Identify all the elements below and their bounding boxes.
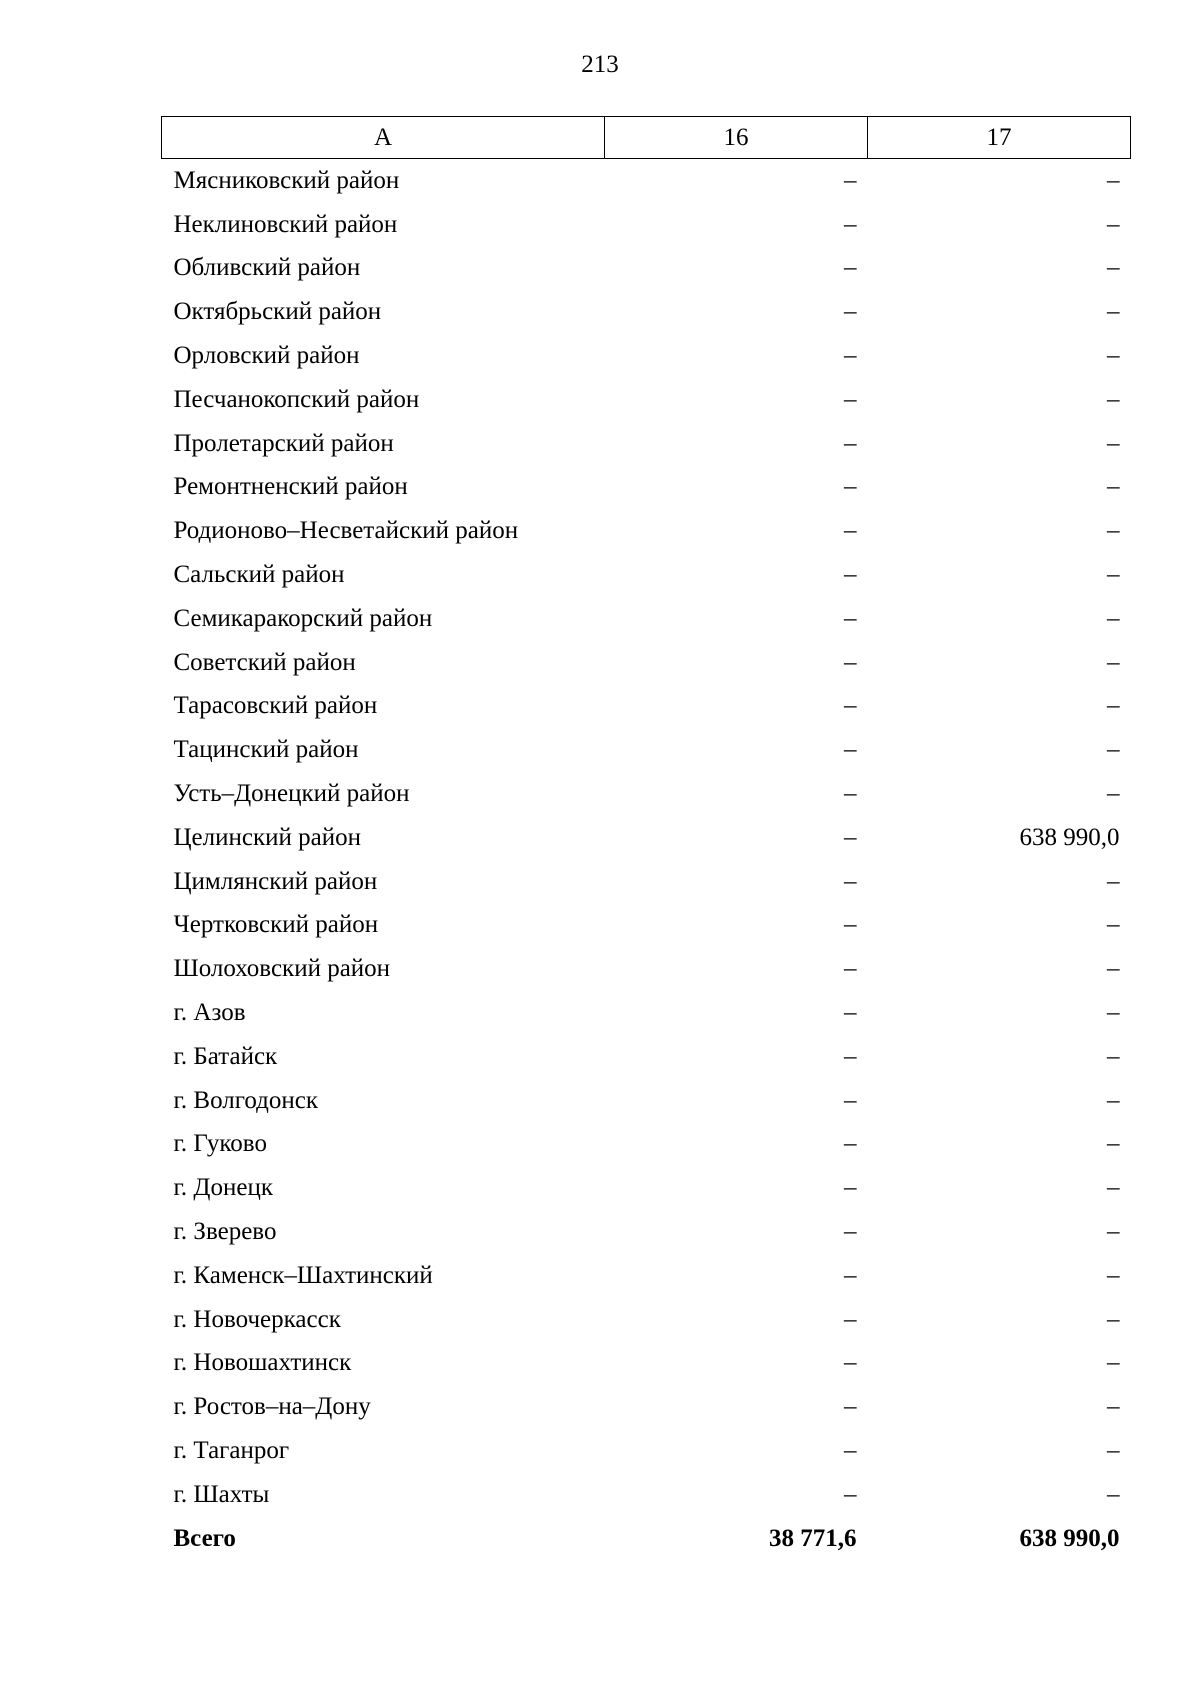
- data-table: [161, 116, 1131, 1561]
- row-name-cell: Усть–Донецкий район: [173, 780, 410, 808]
- header-cell-a: А: [162, 117, 605, 159]
- row-value-17-cell: –: [1107, 1086, 1120, 1114]
- row-name-cell: Шолоховский район: [173, 955, 391, 983]
- row-name-cell: Неклиновский район: [173, 210, 398, 238]
- row-value-16-cell: –: [844, 517, 857, 545]
- row-name-cell: Советский район: [173, 648, 356, 676]
- row-value-17-cell: –: [1107, 999, 1120, 1027]
- row-name-cell: Мясниковский район: [173, 166, 400, 194]
- table-row: [162, 1473, 1131, 1517]
- row-name-cell: г. Шахты: [173, 1480, 270, 1508]
- table-row: [162, 509, 1131, 553]
- row-value-16-cell: –: [844, 780, 857, 808]
- row-value-17-cell: –: [1107, 1437, 1120, 1464]
- table-row: [162, 247, 1131, 291]
- row-value-17-cell: –: [1107, 342, 1120, 370]
- row-name-cell: Октябрьский район: [173, 298, 382, 326]
- row-value-16-cell: –: [844, 867, 857, 895]
- row-value-17-cell: 638 990,0: [1019, 823, 1120, 851]
- row-value-17-cell: –: [1107, 298, 1120, 326]
- table-row: [162, 860, 1131, 904]
- row-name-cell: Чертковский район: [173, 911, 379, 939]
- header-cell-17: 17: [868, 117, 1131, 159]
- row-name-cell: Тарасовский район: [173, 692, 378, 720]
- row-value-16-cell: –: [844, 736, 857, 764]
- row-value-16-cell: –: [844, 1393, 857, 1421]
- row-name-cell: Орловский район: [173, 342, 360, 370]
- header-row: [162, 117, 1131, 159]
- row-name-cell: г. Гуково: [173, 1130, 267, 1158]
- row-value-17-cell: –: [1107, 780, 1120, 808]
- row-name-cell: Сальский район: [173, 561, 345, 589]
- table-row: [162, 641, 1131, 685]
- row-value-16-cell: –: [844, 1480, 857, 1508]
- row-value-17-cell: –: [1107, 254, 1120, 282]
- row-value-16-cell: –: [844, 1174, 857, 1202]
- row-value-17-cell: –: [1107, 1480, 1120, 1508]
- row-value-16-cell: –: [844, 999, 857, 1027]
- row-value-16-cell: –: [844, 1130, 857, 1158]
- table-row: [162, 597, 1131, 641]
- row-name-cell: г. Зверево: [173, 1218, 277, 1246]
- table-row: [162, 1298, 1131, 1342]
- row-value-17-cell: –: [1107, 1042, 1120, 1070]
- row-name-cell: г. Батайск: [173, 1042, 278, 1070]
- table-row: [162, 334, 1131, 378]
- row-value-16-cell: –: [844, 385, 857, 413]
- row-value-16-cell: –: [844, 254, 857, 282]
- row-name-cell: г. Новочеркасск: [173, 1305, 341, 1333]
- row-value-16-cell: –: [844, 1261, 857, 1289]
- row-value-16-cell: –: [844, 604, 857, 632]
- table-row: [162, 904, 1131, 948]
- table-row: [162, 1035, 1131, 1079]
- row-value-17-cell: –: [1107, 648, 1120, 676]
- table-header: [162, 117, 1131, 159]
- row-name-cell: Целинский район: [173, 823, 361, 851]
- row-value-17-cell: –: [1107, 166, 1120, 194]
- row-value-16-cell: –: [844, 1218, 857, 1246]
- table-row: [162, 1385, 1131, 1429]
- header-cell-16: 16: [605, 117, 868, 159]
- row-name-cell: Песчанокопский район: [173, 385, 420, 413]
- row-value-16-cell: –: [844, 298, 857, 326]
- row-name-cell: г. Ростов–на–Дону: [173, 1393, 371, 1421]
- row-value-17-cell: –: [1107, 1130, 1120, 1158]
- row-value-17-cell: –: [1107, 736, 1120, 764]
- row-name-cell: г. Донецк: [173, 1174, 273, 1202]
- row-value-16-cell: –: [844, 1086, 857, 1114]
- total-label-cell: Всего: [173, 1524, 236, 1552]
- row-name-cell: г. Таганрог: [173, 1437, 290, 1464]
- row-name-cell: г. Новошахтинск: [173, 1349, 352, 1377]
- table-row: [162, 1079, 1131, 1123]
- row-value-17-cell: –: [1107, 561, 1120, 589]
- row-value-16-cell: –: [844, 823, 857, 851]
- table-row: [162, 378, 1131, 422]
- table-row: [162, 1254, 1131, 1298]
- row-value-16-cell: –: [844, 429, 857, 457]
- row-value-17-cell: –: [1107, 385, 1120, 413]
- row-value-17-cell: –: [1107, 604, 1120, 632]
- row-value-16-cell: –: [844, 648, 857, 676]
- table-row: [162, 1429, 1131, 1473]
- row-value-16-cell: –: [844, 1305, 857, 1333]
- row-value-17-cell: –: [1107, 517, 1120, 545]
- row-value-16-cell: –: [844, 955, 857, 983]
- row-value-16-cell: –: [844, 166, 857, 194]
- table-row: [162, 816, 1131, 860]
- table-body: [162, 159, 1131, 1561]
- table-row: [162, 991, 1131, 1035]
- row-value-16-cell: –: [844, 561, 857, 589]
- row-value-17-cell: –: [1107, 473, 1120, 501]
- table-row: [162, 685, 1131, 729]
- row-name-cell: Тацинский район: [173, 736, 359, 764]
- row-value-17-cell: –: [1107, 1349, 1120, 1377]
- table-row: [162, 553, 1131, 597]
- table-row: [162, 1210, 1131, 1254]
- row-value-17-cell: –: [1107, 1261, 1120, 1289]
- table-row: [162, 1166, 1131, 1210]
- row-value-17-cell: –: [1107, 955, 1120, 983]
- row-value-16-cell: –: [844, 210, 857, 238]
- table-row: [162, 159, 1131, 203]
- row-value-17-cell: –: [1107, 1393, 1120, 1421]
- table-row: [162, 1342, 1131, 1386]
- row-name-cell: г. Азов: [173, 999, 246, 1027]
- table-row: [162, 772, 1131, 816]
- row-name-cell: Семикаракорский район: [173, 604, 433, 632]
- row-name-cell: г. Волгодонск: [173, 1086, 319, 1114]
- table-row: [162, 466, 1131, 510]
- page-number: 213: [581, 51, 619, 78]
- row-value-16-cell: –: [844, 473, 857, 501]
- row-value-17-cell: –: [1107, 1174, 1120, 1202]
- total-value-17-cell: 638 990,0: [1019, 1524, 1120, 1552]
- row-value-17-cell: –: [1107, 1218, 1120, 1246]
- row-value-16-cell: –: [844, 911, 857, 939]
- row-value-16-cell: –: [844, 692, 857, 720]
- row-name-cell: Пролетарский район: [173, 429, 394, 457]
- row-value-17-cell: –: [1107, 1305, 1120, 1333]
- row-value-16-cell: –: [844, 1042, 857, 1070]
- row-value-16-cell: –: [844, 1349, 857, 1377]
- table-row: [162, 947, 1131, 991]
- table-row: [162, 728, 1131, 772]
- table-row: [162, 203, 1131, 247]
- table-row: [162, 422, 1131, 466]
- row-name-cell: г. Каменск–Шахтинский: [173, 1261, 433, 1289]
- row-name-cell: Родионово–Несветайский район: [173, 517, 519, 545]
- total-value-16-cell: 38 771,6: [769, 1524, 857, 1552]
- row-name-cell: Обливский район: [173, 254, 361, 282]
- table-row: [162, 290, 1131, 334]
- row-value-17-cell: –: [1107, 911, 1120, 939]
- row-value-16-cell: –: [844, 342, 857, 370]
- row-value-17-cell: –: [1107, 210, 1120, 238]
- row-value-17-cell: –: [1107, 867, 1120, 895]
- total-row: [162, 1517, 1131, 1561]
- row-value-17-cell: –: [1107, 429, 1120, 457]
- row-name-cell: Ремонтненский район: [173, 473, 408, 501]
- row-value-16-cell: –: [844, 1437, 857, 1464]
- table-row: [162, 1123, 1131, 1167]
- row-name-cell: Цимлянский район: [173, 867, 378, 895]
- row-value-17-cell: –: [1107, 692, 1120, 720]
